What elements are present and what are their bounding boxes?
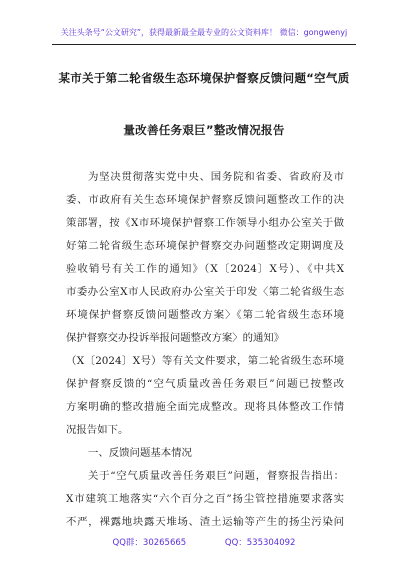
body-line: X市建筑工地落实“六个百分之百”扬尘管控措施要求落实 xyxy=(66,493,344,505)
body-line: 况报告如下。 xyxy=(66,424,129,436)
header-promo-note: 关注头条号“公文研究”，获得最新最全最专业的公文资料库！ 微信：gongwenyj xyxy=(60,28,348,37)
body-line: （X〔2024〕X号）等有关文件要求，第二轮省级生态环境 xyxy=(66,355,344,367)
section-heading: 一、反馈问题基本情况 xyxy=(88,447,192,459)
body-line: 不严，裸露地块露天堆场、渣土运输等产生的扬尘污染问 xyxy=(66,516,344,528)
body-line: 好第二轮省级生态环境保护督察交办问题整改定期调度及 xyxy=(66,240,344,252)
body-line: 为坚决贯彻落实党中央、国务院和省委、省政府及市 xyxy=(88,171,344,183)
body-line: 保护督察交办投诉举报问题整改方案〉的通知》 xyxy=(66,332,285,344)
footer-qq: QQ：535304092 xyxy=(224,538,296,548)
header-divider xyxy=(52,44,356,45)
document-title-line-2: 量改善任务艰巨”整改情况报告 xyxy=(123,123,285,137)
body-line: 验收销号有关工作的通知》（X〔2024〕X号）、《中共X xyxy=(66,263,344,275)
body-line: 市委办公室X市人民政府办公室关于印发〈第二轮省级生态 xyxy=(66,286,344,298)
body-line: 关于“空气质量改善任务艰巨”问题，督察报告指出： xyxy=(88,470,344,482)
body-line: 方案明确的整改措施全面完成整改。现将具体整改工作情 xyxy=(66,401,344,413)
body-line: 策部署，按《X市环境保护督察工作领导小组办公室关于做 xyxy=(66,217,344,229)
body-line: 保护督察反馈的“空气质量改善任务艰巨”问题已按整改 xyxy=(66,378,344,390)
document-title-line-1: 某市关于第二轮省级生态环境保护督察反馈问题“空气质 xyxy=(58,71,350,85)
body-line: 委、市政府有关生态环境保护督察反馈问题整改工作的决 xyxy=(66,194,344,206)
body-line: 环境保护督察反馈问题整改方案〉《第二轮省级生态环境 xyxy=(66,309,344,321)
footer-contact xyxy=(0,536,408,548)
footer-qq-group: QQ群：30265665 xyxy=(112,538,187,548)
